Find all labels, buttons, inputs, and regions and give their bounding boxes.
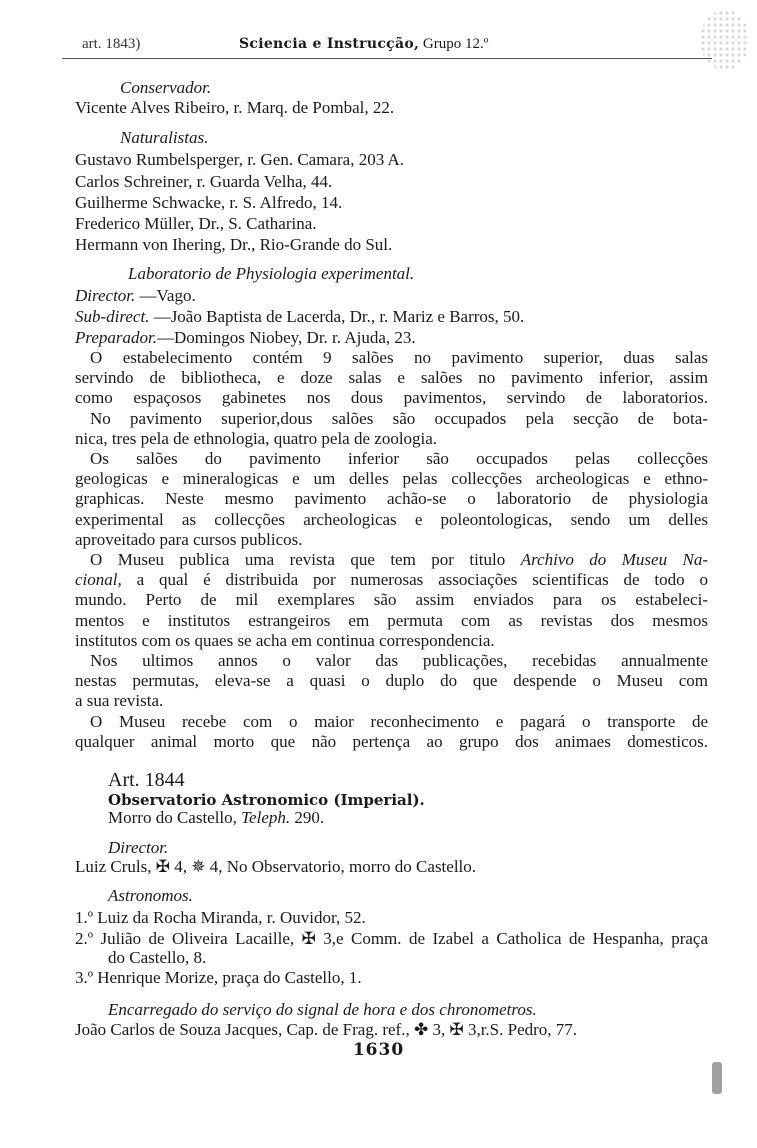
text-line xyxy=(90,712,708,732)
header-article-ref: art. 1843) xyxy=(82,36,141,52)
text-segment: 290. xyxy=(290,808,325,827)
text-segment: No pavimento superior,dous salões são occupados pela secção de bota- xyxy=(90,408,708,428)
text-line xyxy=(75,671,708,691)
text-segment: Guilherme Schwacke, r. S. Alfredo, 14. xyxy=(75,193,343,212)
text-line xyxy=(75,590,708,610)
italic-text: Naturalistas. xyxy=(120,128,209,147)
text-segment: Art. 1844 xyxy=(108,769,185,791)
text-segment: como espaçosos gabinetes nos dous pavimentos, servindo de laboratorios. xyxy=(75,388,708,408)
text-segment: graphicas. Neste mesmo pavimento achão-se o laboratorio de physiologia xyxy=(75,489,708,509)
text-line xyxy=(108,790,425,810)
text-segment: geologicas e mineralogicas e um delles pelas collecções archeologicas e ethno- xyxy=(75,469,708,489)
text-line xyxy=(75,388,708,408)
header-title: Sciencia e Instrucção, xyxy=(239,36,420,52)
text-line xyxy=(75,530,303,550)
text-line xyxy=(75,968,362,988)
text-segment: mentos e institutos estrangeiros em permuta com as revistas dos mesmos xyxy=(75,610,708,630)
text-line xyxy=(75,193,342,213)
italic-text: Director. xyxy=(75,286,136,305)
text-line xyxy=(75,857,476,877)
bold-heading: Observatorio Astronomico (Imperial). xyxy=(108,791,425,809)
text-line xyxy=(75,732,708,752)
italic-text: Archivo do Museu Na- xyxy=(520,550,708,569)
text-segment: a qual é distribuida por numerosas associações scientificas de todo o xyxy=(121,570,708,590)
text-line xyxy=(120,78,211,98)
running-header xyxy=(82,36,712,56)
text-segment: mundo. Perto de mil exemplares são assim enviados para os estabeleci- xyxy=(75,590,708,610)
text-line xyxy=(75,691,163,711)
scan-mark xyxy=(712,1062,722,1094)
text-segment: aproveitado para cursos publicos. xyxy=(75,529,303,549)
text-segment: Nos ultimos annos o valor das publicações, recebidas annualmente xyxy=(90,651,708,670)
text-segment: institutos com os quaes se acha em continua correspondencia. xyxy=(75,630,495,650)
text-segment: 2.º Julião de Oliveira Lacaille, ✠ 3,e Comm. de Izabel a Catholica de Hespanha, praça xyxy=(75,929,708,948)
text-line xyxy=(75,98,394,118)
text-line xyxy=(90,409,708,429)
italic-text: Encarregado do serviço do signal de hora e dos chronometros. xyxy=(108,1000,537,1019)
text-line xyxy=(75,929,708,949)
italic-text: Laboratorio de Physiologia experimental. xyxy=(128,264,415,283)
text-line xyxy=(75,611,708,631)
text-segment: Vicente Alves Ribeiro, r. Marq. de Pombal, 22. xyxy=(75,98,395,117)
text-line xyxy=(75,631,495,651)
text-segment: Os salões do pavimento inferior são occupados pelas collecções xyxy=(90,449,708,468)
page-number: 1630 xyxy=(352,1040,405,1060)
italic-text: Astronomos. xyxy=(108,886,193,905)
text-line xyxy=(75,429,437,449)
text-line xyxy=(90,651,708,671)
italic-text: Preparador. xyxy=(75,328,158,347)
text-line xyxy=(120,128,208,148)
text-line xyxy=(108,886,193,906)
italic-text: cional, xyxy=(75,570,122,590)
text-line xyxy=(75,150,404,170)
text-line xyxy=(75,286,196,306)
text-line xyxy=(128,264,414,284)
text-segment: Frederico Müller, Dr., S. Catharina. xyxy=(75,214,317,233)
text-segment: nestas permutas, eleva-se a quasi o duplo do que despende o Museu com xyxy=(75,671,708,691)
text-line xyxy=(75,570,708,590)
text-line xyxy=(75,469,708,489)
text-line xyxy=(108,1000,537,1020)
header-title-group xyxy=(239,36,488,53)
text-segment: Morro do Castello, xyxy=(108,808,242,827)
text-segment: a sua revista. xyxy=(75,691,164,711)
text-segment: qualquer animal morto que não pertença ao grupo dos animaes domesticos. xyxy=(75,731,708,751)
text-segment: João Carlos de Souza Jacques, Cap. de Frag. ref., ✤ 3, ✠ 3,r.S. Pedro, 77. xyxy=(75,1020,578,1039)
text-segment: O estabelecimento contém 9 salões no pavimento superior, duas salas xyxy=(90,348,708,367)
text-segment: experimental as collecções archeologicas e poleontologicas, sendo um delles xyxy=(75,509,708,529)
text-line xyxy=(90,449,708,469)
text-line xyxy=(75,510,708,530)
text-line xyxy=(108,808,324,828)
text-segment: O Museu recebe com o maior reconhecimento e pagará o transporte de xyxy=(90,711,708,731)
text-segment: —Vago. xyxy=(135,286,196,305)
header-rule xyxy=(62,58,712,59)
text-segment: nica, tres pela de ethnologia, quatro pela de zoologia. xyxy=(75,428,438,448)
text-segment: Hermann von Ihering, Dr., Rio-Grande do Sul. xyxy=(75,235,393,254)
italic-text: Director. xyxy=(108,838,169,857)
header-group: Grupo 12.º xyxy=(422,36,489,52)
text-line xyxy=(75,214,317,234)
text-line xyxy=(108,838,168,858)
text-segment: —Domingos Niobey, Dr. r. Ajuda, 23. xyxy=(157,328,416,347)
text-line xyxy=(108,948,206,968)
text-segment: Carlos Schreiner, r. Guarda Velha, 44. xyxy=(75,172,333,191)
text-line xyxy=(90,348,708,368)
text-segment: —João Baptista de Lacerda, Dr., r. Mariz e Barros, 50. xyxy=(149,307,525,326)
text-line xyxy=(75,908,366,928)
text-line xyxy=(75,307,524,327)
text-line xyxy=(75,235,392,255)
text-line xyxy=(75,172,332,192)
text-line xyxy=(75,328,416,348)
italic-text: Teleph. xyxy=(241,808,291,827)
text-segment: Gustavo Rumbelsperger, r. Gen. Camara, 203 A. xyxy=(75,150,405,169)
text-segment: Luiz Cruls, ✠ 4, ✵ 4, No Observatorio, morro do Castello. xyxy=(75,857,477,876)
text-line xyxy=(75,368,708,388)
text-line xyxy=(75,489,708,509)
text-segment: O Museu publica uma revista que tem por titulo xyxy=(90,550,521,569)
text-line xyxy=(90,550,708,570)
text-line xyxy=(108,770,185,790)
text-segment: 1.º Luiz da Rocha Miranda, r. Ouvidor, 52. xyxy=(75,908,366,927)
text-line xyxy=(75,1020,577,1040)
italic-text: Sub-direct. xyxy=(75,307,150,326)
italic-text: Conservador. xyxy=(120,78,212,97)
text-segment: do Castello, 8. xyxy=(108,948,207,967)
text-segment: servindo de bibliotheca, e doze salas e salões no pavimento inferior, assim xyxy=(75,368,708,388)
scan-noise xyxy=(700,10,750,70)
text-segment: 3.º Henrique Morize, praça do Castello, 1. xyxy=(75,968,362,987)
